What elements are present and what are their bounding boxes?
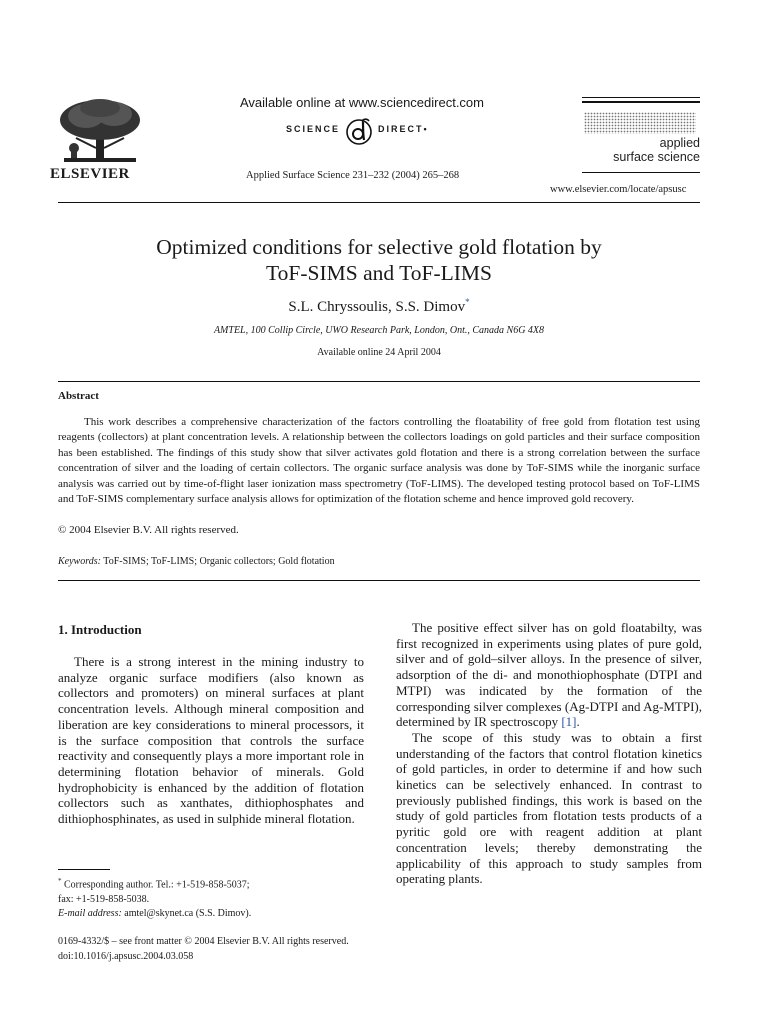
intro-paragraph-1-block [58,654,364,827]
email-label: E-mail address: [58,908,122,920]
publisher-name: ELSEVIER [50,166,130,182]
corresponding-author-mark[interactable]: * [465,297,470,307]
title-line-1: Optimized conditions for selective gold flotation by [156,235,602,259]
available-date: Available online 24 April 2004 [317,347,441,358]
brand-rule-top-2 [582,101,700,103]
sciencedirect-d-icon [344,116,374,146]
article-title [58,234,700,286]
abstract-bottom-rule [58,580,700,581]
sciencedirect-left-word: SCIENCE [286,124,341,134]
footnote-email [58,907,364,922]
journal-brand-line1: applied [659,136,700,150]
brand-rule-top-1 [582,97,700,98]
issn-line: 0169-4332/$ – see front matter © 2004 Elsevier B.V. All rights reserved. [58,936,349,947]
front-matter-footer [58,935,349,964]
footnote-line-1: * Corresponding author. Tel.: +1-519-858-5037; [58,877,250,891]
abstract-text: This work describes a comprehensive characterization of the factors controlling the floatability of free gold from flotation test using reagents (collectors) at plant concentration levels. A relationship between the collectors loadings on gold particles and their surface composition has been established. The findings of this study show that silver activates gold flotation and there is a strong correlation between the surface concentration of silver and the loading of certain collectors. The organic surface analysis was done by ToF-SIMS while the inorganic surface analysis was carried out by time-of-flight laser ionization mass spectrometry (ToF-LIMS). The developed testing protocol based on ToF-LIMS and ToF-SIMS complementary surface analysis allows for optimization of the flotation scheme and hence improved gold recovery. [58,416,700,506]
keywords-label: Keywords: [58,556,101,567]
footnote-mark: * [58,877,62,885]
section-heading-introduction: 1. Introduction [58,622,142,637]
journal-brand-name [584,136,700,164]
sciencedirect-logo [286,116,446,146]
keywords-values: ToF-SIMS; ToF-LIMS; Organic collectors; Gold flotation [103,556,335,567]
journal-dot-pattern [584,112,696,134]
footnote [58,874,364,922]
reference-link-1[interactable]: [1] [561,714,577,730]
journal-url[interactable]: www.elsevier.com/locate/apsusc [550,184,687,195]
intro-paragraph-1: There is a strong interest in the mining industry to analyze organic surface modifiers (also known as collectors and promoters) on mineral surfaces at plant concentration levels. Although mineral composition and liberation are key considerations to mineral processors, it is the surface composition that controls the surface reactivity and consequently plays a more important role in determining flotation behavior of minerals. Gold hydrophobicity is enhanced by the addition of flotation collectors such as xanthates, dithiophosphates and dithiophosphinates, as used in sulphide mineral flotation. [58,654,364,827]
abstract-heading: Abstract [58,390,99,402]
intro-right-column [396,620,702,887]
journal-citation: Applied Surface Science 231–232 (2004) 265–268 [246,170,460,181]
elsevier-tree-logo [56,98,144,164]
header-rule [58,202,700,203]
keywords [58,556,335,567]
authors-text: S.L. Chryssoulis, S.S. Dimov [288,299,466,315]
sciencedirect-right-word: DIRECT• [378,124,429,134]
email-value[interactable]: amtel@skynet.ca (S.S. Dimov). [124,908,252,920]
affiliation: AMTEL, 100 Collip Circle, UWO Research Park, London, Ont., Canada N6G 4X8 [213,325,545,336]
author-list [58,297,700,316]
footnote-line-2: fax: +1-519-858-5038. [58,893,150,905]
brand-rule-bottom [582,172,700,173]
footnote-rule [58,869,110,870]
doi-line[interactable]: doi:10.1016/j.apsusc.2004.03.058 [58,950,194,962]
intro-paragraph-3: The scope of this study was to obtain a first understanding of the factors that control flotation kinetics of gold particles, in order to determine if and how such kinetics can be selectively enhanced. In contrast to previously published findings, this work is based on the study of gold particles from flotation tests products of a pyritic gold ore with reagent addition at plant concentration levels; thereby demonstrating the applicability of this approach to study samples from operating plants. [396,729,702,887]
title-line-2: ToF-SIMS and ToF-LIMS [266,261,492,285]
sciencedirect-trademark-dot: • [423,124,429,134]
abstract-copyright: © 2004 Elsevier B.V. All rights reserved. [58,524,239,536]
journal-brand-line2: surface science [613,150,700,164]
abstract-top-rule [58,381,700,382]
available-online-line: Available online at www.sciencedirect.com [240,95,484,110]
intro-paragraph-2: The positive effect silver has on gold floatabilty, was first recognized in experiments using plates of pure gold, silver and of gold–silver alloys. In the presence of silver, adsorption of the di- and monothiophosphate (DTPI and MTPI) was indicated by the formation of the corresponding silver complexes (Ag-DTPI and Ag-MTPI), determined by IR spectroscopy [1]. [396,620,702,730]
